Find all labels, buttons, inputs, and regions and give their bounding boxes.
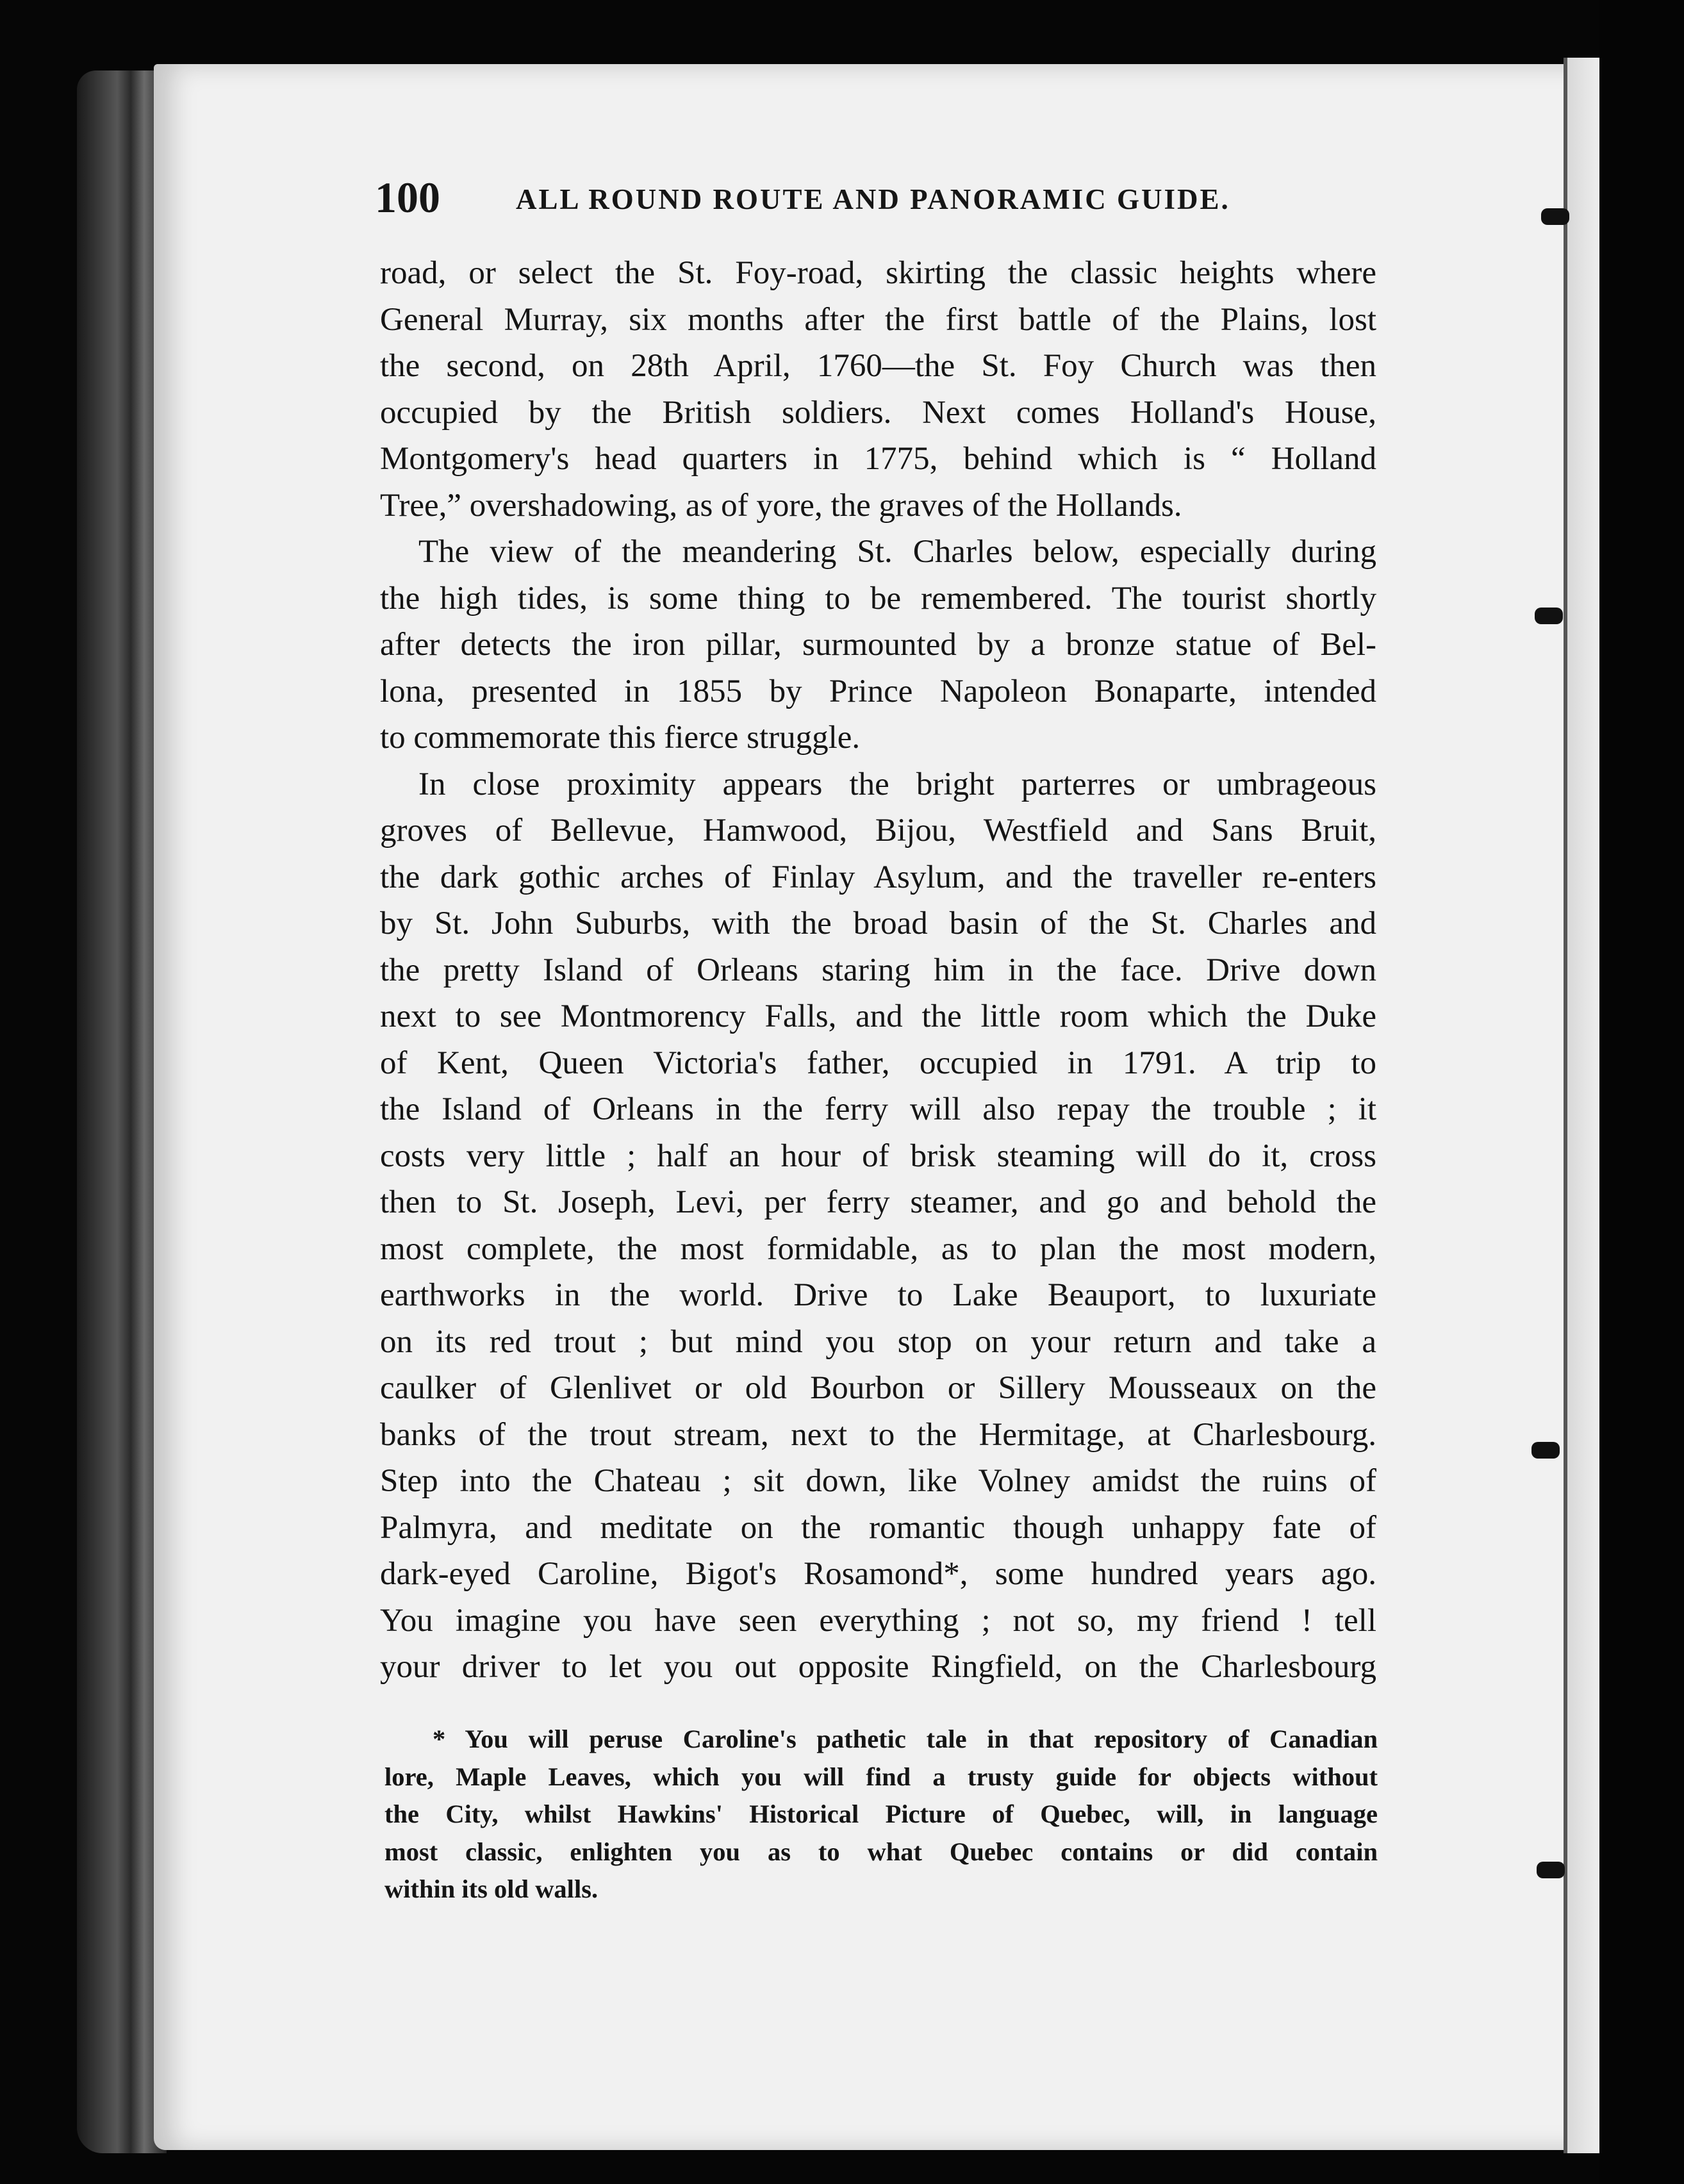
text-line: dark-eyed Caroline, Bigot's Rosamond*, some hundred years ago.: [380, 1556, 1376, 1592]
binding-clip: [1535, 608, 1563, 624]
running-head: ALL ROUND ROUTE AND PANORAMIC GUIDE.: [516, 183, 1230, 215]
text-line: banks of the trout stream, next to the Hermitage, at Charlesbourg.: [380, 1416, 1376, 1453]
text-line: occupied by the British soldiers. Next comes Holland's House,: [380, 394, 1376, 431]
text-line: on its red trout ; but mind you stop on your return and take a: [380, 1323, 1376, 1360]
book-spine: [77, 70, 167, 2153]
footnote-line: within its old walls.: [384, 1874, 598, 1903]
text-line: to commemorate this fierce struggle.: [380, 720, 861, 756]
text-line: after detects the iron pillar, surmounted by a bronze statue of Bel-: [380, 627, 1376, 663]
body-text: [380, 250, 1376, 1691]
text-line: lona, presented in 1855 by Prince Napoleon Bonaparte, intended: [380, 673, 1376, 709]
text-line: costs very little ; half an hour of brisk steaming will do it, cross: [380, 1138, 1376, 1174]
binding-clip: [1541, 208, 1569, 225]
footnote-line: lore, Maple Leaves, which you will find a trusty guide for objects without: [384, 1762, 1378, 1791]
text-line: the Island of Orleans in the ferry will also repay the trouble ; it: [380, 1091, 1376, 1127]
text-line: Tree,” overshadowing, as of yore, the graves of the Hollands.: [380, 487, 1182, 524]
text-line: the pretty Island of Orleans staring him in the face. Drive down: [380, 952, 1376, 988]
binding-clip: [1537, 1862, 1565, 1878]
footnote-line: most classic, enlighten you as to what Quebec contains or did contain: [384, 1837, 1378, 1866]
text-line: of Kent, Queen Victoria's father, occupied in 1791. A trip to: [380, 1045, 1376, 1081]
text-line: The view of the meandering St. Charles below, especially during: [418, 534, 1376, 570]
text-line: the high tides, is some thing to be remembered. The tourist shortly: [380, 580, 1376, 616]
page-number: 100: [375, 173, 440, 222]
footnote-line: the City, whilst Hawkins' Historical Picture of Quebec, will, in language: [384, 1799, 1378, 1828]
text-line: You imagine you have seen everything ; not so, my friend ! tell: [380, 1602, 1376, 1639]
text-line: the dark gothic arches of Finlay Asylum, and the traveller re-enters: [380, 859, 1376, 895]
text-line: In close proximity appears the bright parterres or umbrageous: [418, 766, 1376, 802]
text-line: General Murray, six months after the first battle of the Plains, lost: [380, 301, 1376, 338]
text-line: the second, on 28th April, 1760—the St. Foy Church was then: [380, 348, 1376, 384]
text-line: your driver to let you out opposite Ringfield, on the Charlesbourg: [380, 1649, 1376, 1685]
text-line: groves of Bellevue, Hamwood, Bijou, Westfield and Sans Bruit,: [380, 813, 1376, 848]
text-line: earthworks in the world. Drive to Lake Beauport, to luxuriate: [380, 1277, 1376, 1313]
footnote: [384, 1721, 1378, 1908]
text-line: road, or select the St. Foy-road, skirting the classic heights where: [380, 255, 1376, 291]
page-edge: [1567, 58, 1599, 2153]
binding-clip: [1531, 1442, 1560, 1459]
footnote-line: * You will peruse Caroline's pathetic tale in that repository of Canadian: [433, 1725, 1378, 1753]
text-line: Step into the Chateau ; sit down, like Volney amidst the ruins of: [380, 1463, 1376, 1499]
text-line: by St. John Suburbs, with the broad basin of the St. Charles and: [380, 906, 1376, 941]
text-line: most complete, the most formidable, as to plan the most modern,: [380, 1230, 1376, 1267]
text-line: next to see Montmorency Falls, and the little room which the Duke: [380, 998, 1376, 1034]
gutter-line: [1564, 58, 1567, 2153]
page-header: [375, 172, 1374, 223]
text-line: then to St. Joseph, Levi, per ferry steamer, and go and behold the: [380, 1184, 1376, 1220]
text-line: Palmyra, and meditate on the romantic though unhappy fate of: [380, 1509, 1376, 1546]
text-line: caulker of Glenlivet or old Bourbon or Sillery Mousseaux on the: [380, 1370, 1376, 1406]
scan-border: [1599, 0, 1684, 2184]
text-line: Montgomery's head quarters in 1775, behind which is “ Holland: [380, 441, 1376, 477]
